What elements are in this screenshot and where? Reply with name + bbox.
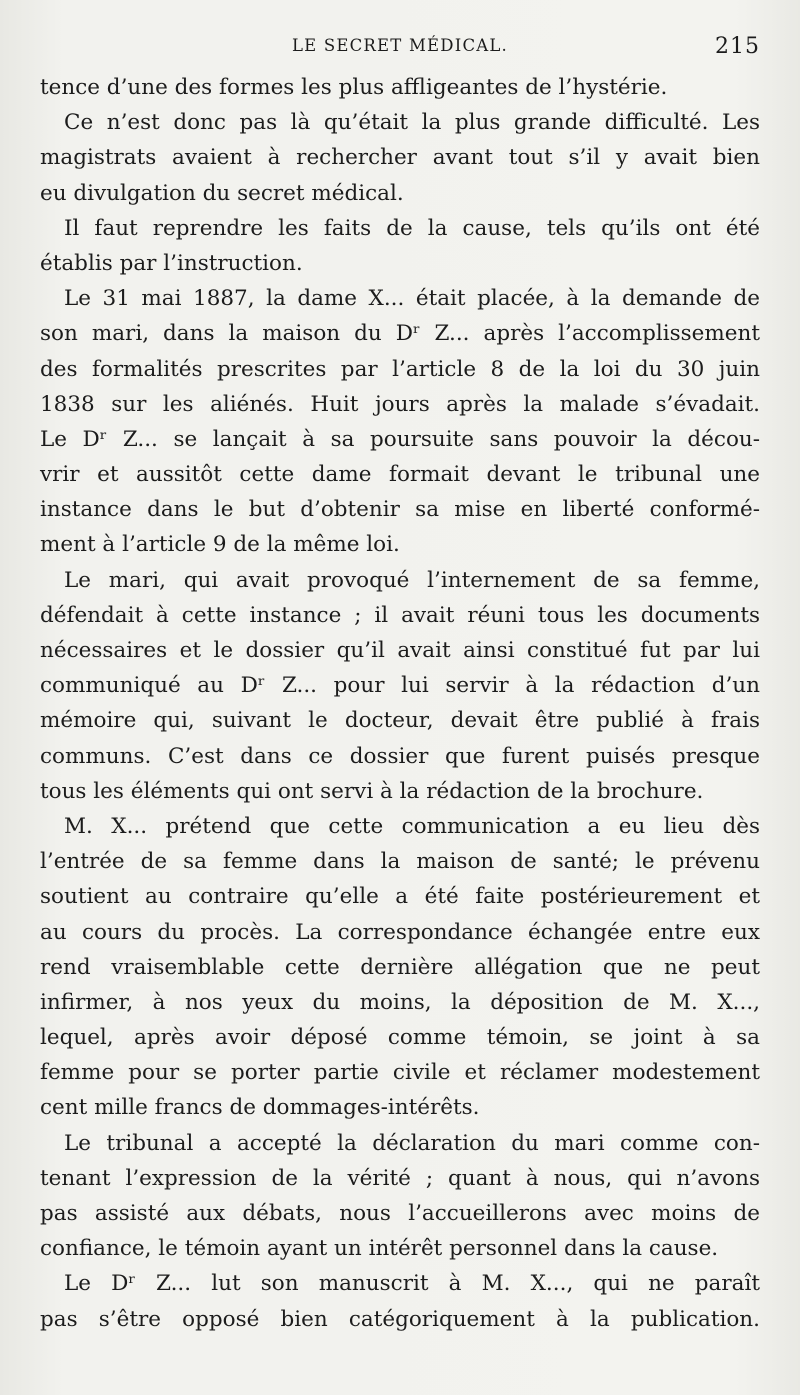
- text-line: pas assisté aux débats, nous l’accueillerons avec moins de: [40, 1201, 760, 1226]
- text-line: des formalités prescrites par l’article 8 de la loi du 30 juin: [40, 356, 760, 382]
- text-line: confiance, le témoin ayant un intérêt personnel dans la cause.: [40, 1236, 719, 1262]
- body-text: [40, 70, 760, 1337]
- page-number: 215: [715, 34, 760, 59]
- text-line: Le mari, qui avait provoqué l’internement de sa femme,: [64, 567, 760, 593]
- text-line: eu divulgation du secret médical.: [40, 180, 404, 206]
- text-line: M. X... prétend que cette communication a eu lieu dès: [64, 813, 760, 839]
- text-line: soutient au contraire qu’elle a été faite postérieurement et: [40, 884, 760, 910]
- text-line: pas s’être opposé bien catégoriquement à la publication.: [40, 1306, 760, 1332]
- text-line: Le tribunal a accepté la déclaration du mari comme con-: [64, 1130, 760, 1156]
- text-line: tous les éléments qui ont servi à la rédaction de la brochure.: [40, 778, 704, 804]
- text-line: Le Dʳ Z... se lançait à sa poursuite sans pouvoir la décou-: [40, 426, 760, 452]
- text-line: l’entrée de sa femme dans la maison de santé; le prévenu: [40, 849, 760, 875]
- text-line: son mari, dans la maison du Dʳ Z... après l’accomplissement: [40, 321, 760, 347]
- text-line: défendait à cette instance ; il avait réuni tous les documents: [40, 602, 760, 628]
- text-line: Il faut reprendre les faits de la cause, tels qu’ils ont été: [64, 215, 760, 241]
- text-line: 1838 sur les aliénés. Huit jours après la malade s’évadait.: [40, 391, 760, 417]
- text-line: ment à l’article 9 de la même loi.: [40, 532, 400, 558]
- text-line: tenant l’expression de la vérité ; quant à nous, qui n’avons: [40, 1165, 760, 1191]
- text-line: lequel, après avoir déposé comme témoin, se joint à sa: [40, 1025, 760, 1051]
- text-line: magistrats avaient à rechercher avant tout s’il y avait bien: [40, 145, 760, 171]
- text-line: communs. C’est dans ce dossier que furent puisés presque: [40, 743, 760, 769]
- text-line: Le Dʳ Z... lut son manuscrit à M. X..., qui ne paraît: [64, 1271, 760, 1297]
- text-line: Le 31 mai 1887, la dame X... était placée, à la demande de: [64, 286, 760, 312]
- text-line: instance dans le but d’obtenir sa mise en liberté conformé-: [40, 497, 760, 523]
- text-line: au cours du procès. La correspondance échangée entre eux: [40, 919, 760, 945]
- text-line: rend vraisemblable cette dernière allégation que ne peut: [40, 954, 760, 980]
- text-line: vrir et aussitôt cette dame formait devant le tribunal une: [40, 462, 760, 488]
- text-line: tence d’une des formes les plus affligeantes de l’hystérie.: [40, 75, 668, 100]
- text-line: mémoire qui, suivant le docteur, devait être publié à frais: [40, 708, 760, 734]
- text-line: femme pour se porter partie civile et réclamer modestement: [40, 1060, 760, 1086]
- text-line: cent mille francs de dommages-intérêts.: [40, 1095, 480, 1121]
- text-line: communiqué au Dʳ Z... pour lui servir à la rédaction d’un: [40, 673, 760, 699]
- text-line: Ce n’est donc pas là qu’était la plus grande difficulté. Les: [64, 110, 760, 136]
- running-head: LE SECRET MÉDICAL.: [292, 36, 508, 55]
- text-line: nécessaires et le dossier qu’il avait ainsi constitué fut par lui: [40, 638, 760, 663]
- page-header: [40, 34, 760, 64]
- text-line: infirmer, à nos yeux du moins, la déposition de M. X...,: [40, 989, 760, 1015]
- text-line: établis par l’instruction.: [40, 250, 303, 276]
